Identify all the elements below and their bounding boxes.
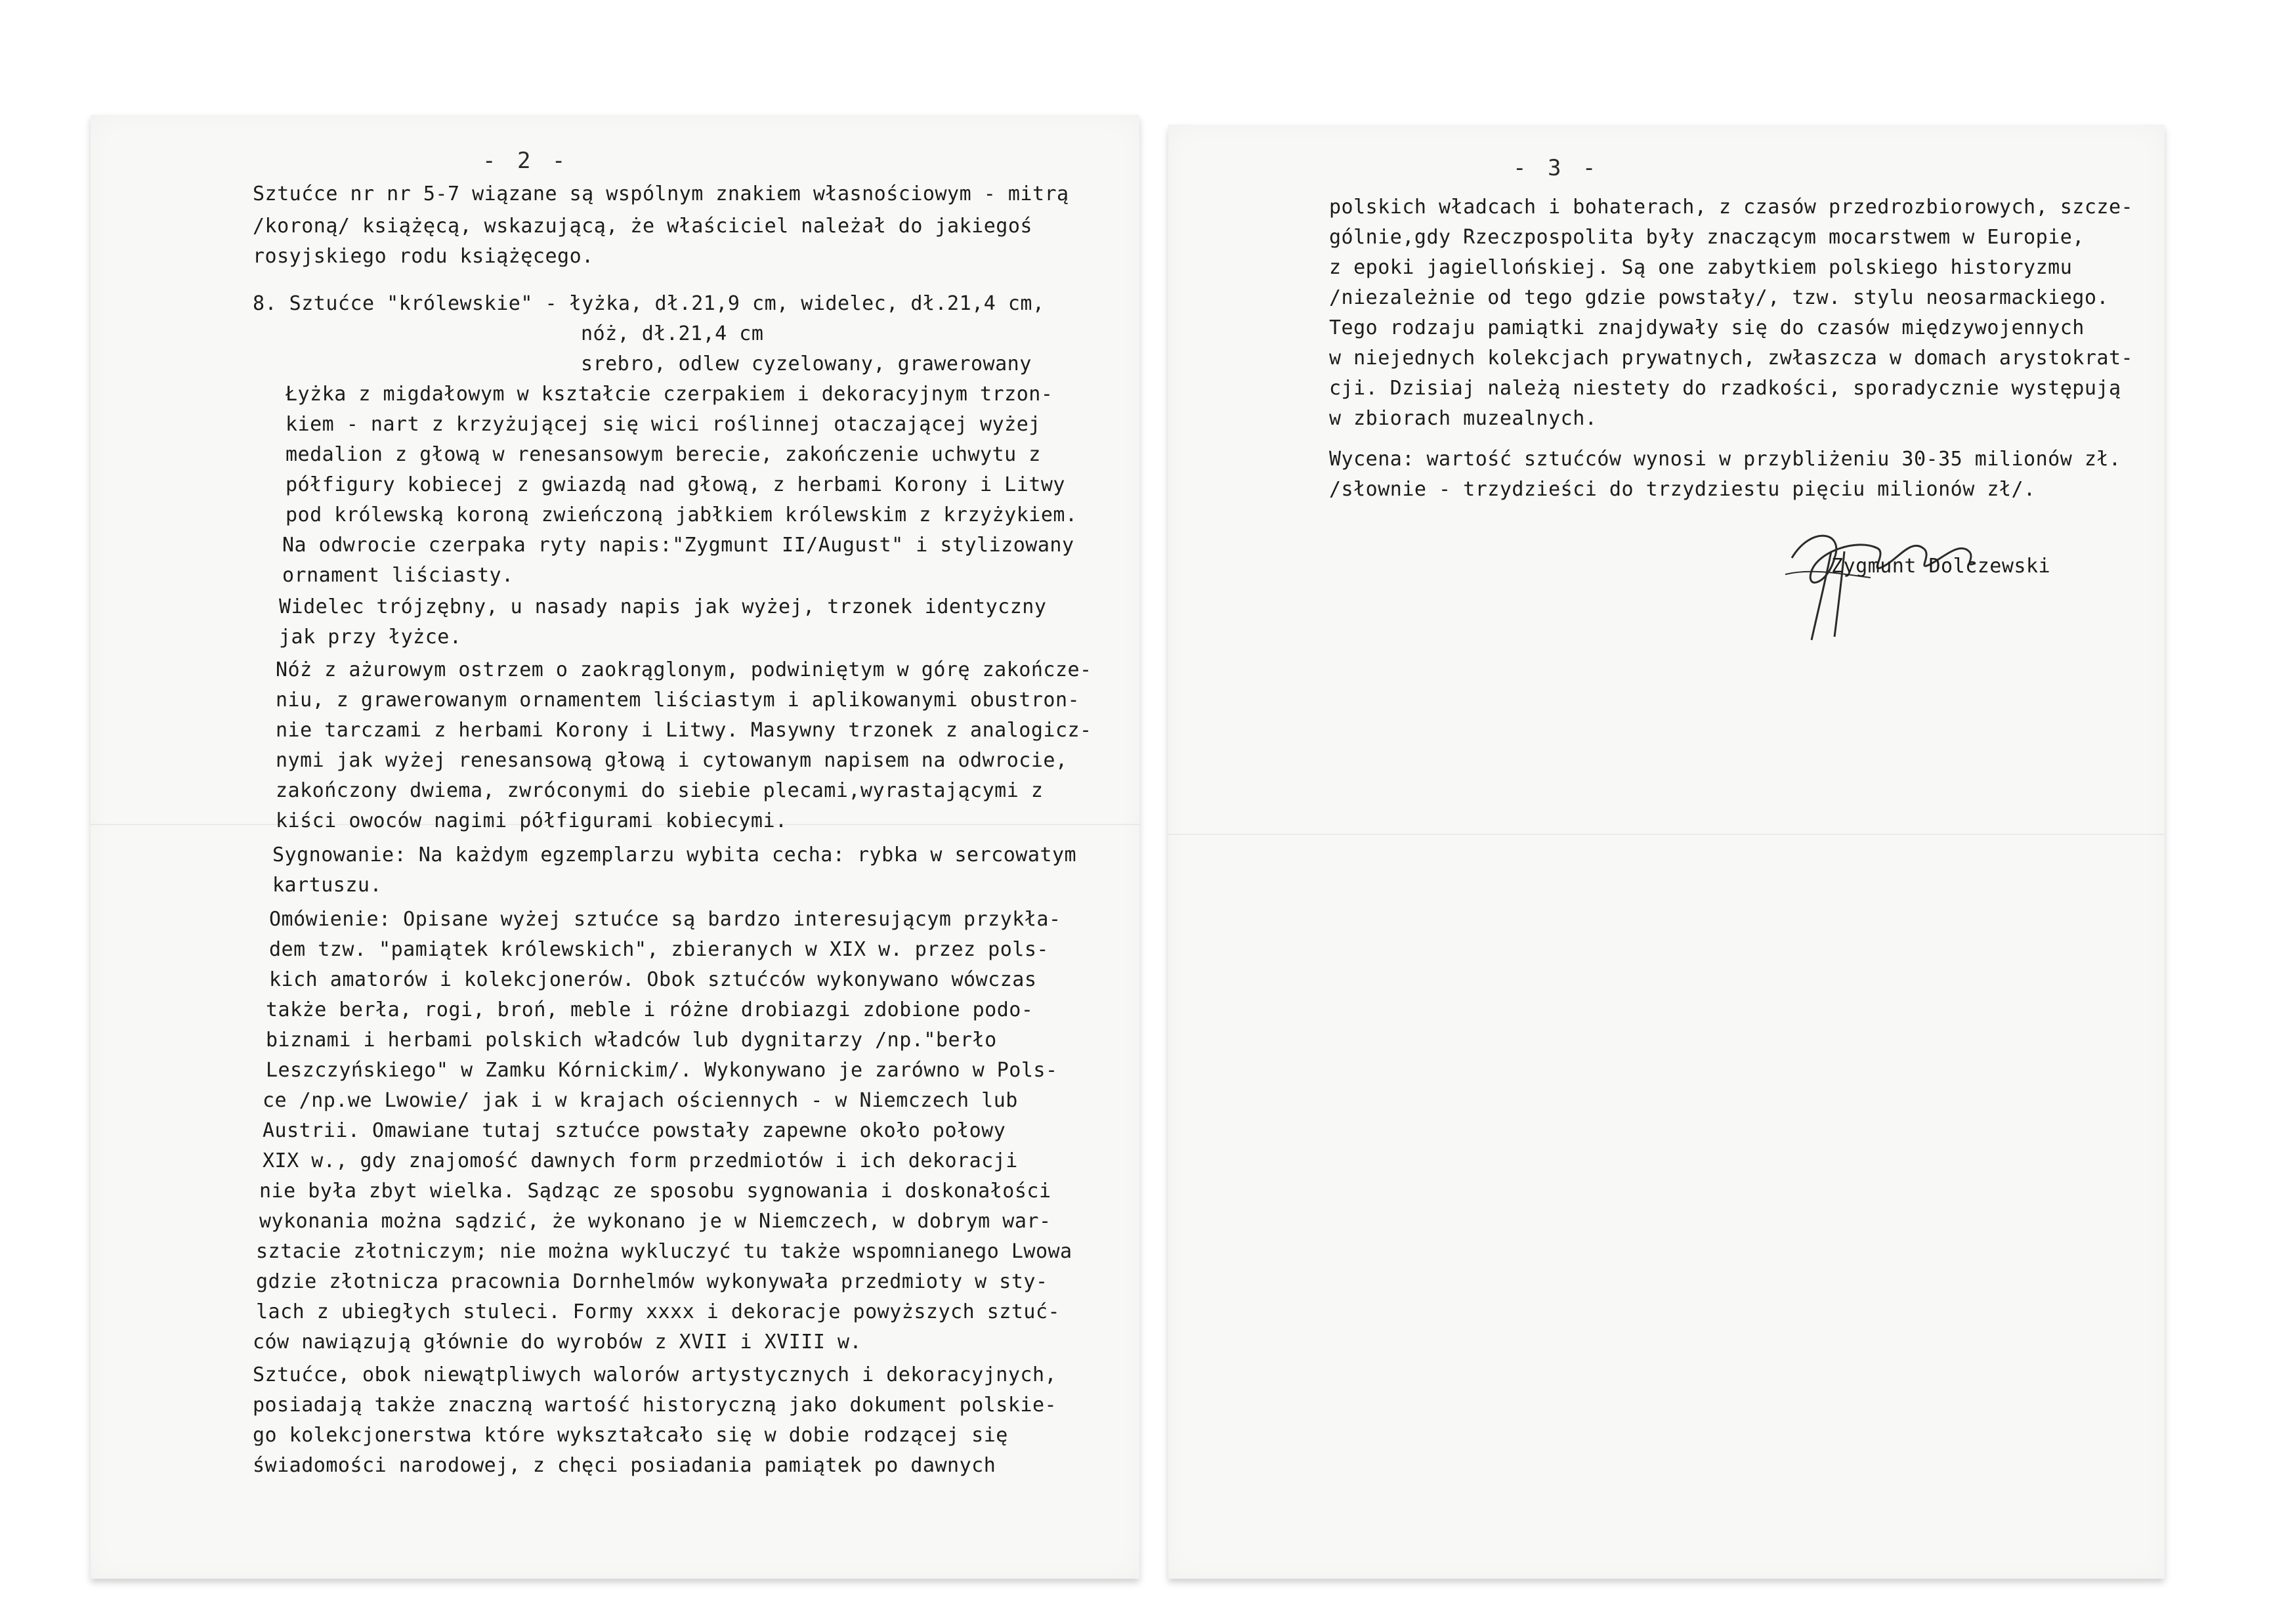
text-line: XIX w., gdy znajomość dawnych form przedmiotów i ich dekoracji xyxy=(263,1149,1018,1172)
text-line: w niejednych kolekcjach prywatnych, zwłaszcza w domach arystokrat- xyxy=(1329,347,2134,370)
text-line: /niezależnie od tego gdzie powstały/, tzw. stylu neosarmackiego. xyxy=(1329,286,2109,309)
text-line: kiści owoców nagimi półfigurami kobiecymi. xyxy=(276,809,788,832)
text-line: jak przy łyżce. xyxy=(279,626,462,649)
text-line: ców nawiązują głównie do wyrobów z XVII i XVIII w. xyxy=(253,1331,862,1354)
text-line: dem tzw. "pamiątek królewskich", zbieranych w XIX w. przez pols- xyxy=(269,938,1049,961)
text-line: 8. Sztućce "królewskie" - łyżka, dł.21,9 cm, widelec, dł.21,4 cm, xyxy=(253,292,1045,315)
text-line: /słownie - trzydzieści do trzydziestu pięciu milionów zł/. xyxy=(1329,478,2036,501)
signature-name: Zygmunt Dolczewski xyxy=(1831,555,2051,578)
text-line: zakończony dwiema, zwróconymi do siebie plecami,wyrastającymi z xyxy=(276,779,1044,802)
text-line: Austrii. Omawiane tutaj sztućce powstały zapewne około połowy xyxy=(263,1119,1006,1142)
text-line: srebro, odlew cyzelowany, grawerowany xyxy=(581,353,1032,375)
text-line: nymi jak wyżej renesansową głową i cytowanym napisem na odwrocie, xyxy=(276,749,1068,772)
text-line: kich amatorów i kolekcjonerów. Obok sztućców wykonywano wówczas xyxy=(269,968,1037,991)
text-line: Wycena: wartość sztućców wynosi w przybliżeniu 30-35 milionów zł. xyxy=(1329,448,2121,471)
text-line: ce /np.we Lwowie/ jak i w krajach ościennych - w Niemczech lub xyxy=(263,1089,1018,1112)
text-line: posiadają także znaczną wartość historyczną jako dokument polskie- xyxy=(253,1394,1057,1417)
text-line: świadomości narodowej, z chęci posiadania pamiątek po dawnych xyxy=(253,1454,996,1477)
text-line: niu, z grawerowanym ornamentem liściastym i aplikowanymi obustron- xyxy=(276,689,1080,712)
text-line: Na odwrocie czerpaka ryty napis:"Zygmunt II/August" i stylizowany xyxy=(282,534,1074,557)
text-line: cji. Dzisiaj należą niestety do rzadkości, sporadycznie występują xyxy=(1329,377,2121,400)
text-line: półfigury kobiecej z gwiazdą nad głową, z herbami Korony i Litwy xyxy=(286,473,1065,496)
text-line: kiem - nart z krzyżującej się wici roślinnej otaczającej wyżej xyxy=(286,413,1041,436)
text-line: nóż, dł.21,4 cm xyxy=(581,322,764,345)
text-line: medalion z głową w renesansowym berecie, zakończenie uchwytu z xyxy=(286,443,1041,466)
text-line: nie tarczami z herbami Korony i Litwy. Masywny trzonek z analogicz- xyxy=(276,719,1092,742)
text-line: /koroną/ książęcą, wskazującą, że właściciel należał do jakiegoś xyxy=(253,215,1032,238)
text-line: biznami i herbami polskich władców lub dygnitarzy /np."berło xyxy=(266,1029,997,1052)
page-number-left: - 2 - xyxy=(482,148,570,174)
text-line: polskich władcach i bohaterach, z czasów przedrozbiorowych, szcze- xyxy=(1329,196,2134,219)
paper-fold xyxy=(1168,834,2165,835)
text-line: go kolekcjonerstwa które wykształcało się w dobie rodzącej się xyxy=(253,1424,1008,1447)
text-line: sztacie złotniczym; nie można wykluczyć tu także wspomnianego Lwowa xyxy=(256,1240,1072,1263)
text-line: w zbiorach muzealnych. xyxy=(1329,407,1598,430)
text-line: Nóż z ażurowym ostrzem o zaokrąglonym, podwiniętym w górę zakończe- xyxy=(276,658,1092,681)
text-line: Sztućce nr nr 5-7 wiązane są wspólnym znakiem własnościowym - mitrą xyxy=(253,182,1069,205)
text-line: kartuszu. xyxy=(272,874,383,897)
text-line: rosyjskiego rodu książęcego. xyxy=(253,245,594,268)
text-line: nie była zbyt wielka. Sądząc ze sposobu sygnowania i doskonałości xyxy=(259,1180,1051,1203)
text-line: gdzie złotnicza pracownia Dornhelmów wykonywała przedmioty w sty- xyxy=(256,1270,1048,1293)
text-line: Widelec trójzębny, u nasady napis jak wyżej, trzonek identyczny xyxy=(279,595,1047,618)
text-line: także berła, rogi, broń, meble i różne drobiazgi zdobione podo- xyxy=(266,998,1034,1021)
text-line: Łyżka z migdałowym w kształcie czerpakiem i dekoracyjnym trzon- xyxy=(286,383,1053,406)
text-line: ornament liściasty. xyxy=(282,564,514,587)
text-line: Sygnowanie: Na każdym egzemplarzu wybita cecha: rybka w sercowatym xyxy=(272,844,1077,866)
text-line: pod królewską koroną zwieńczoną jabłkiem królewskim z krzyżykiem. xyxy=(286,503,1078,526)
text-line: gólnie,gdy Rzeczpospolita były znaczącym mocarstwem w Europie, xyxy=(1329,226,2085,249)
text-line: lach z ubiegłych stuleci. Formy xxxx i dekoracje powyższych sztuć- xyxy=(256,1300,1061,1323)
text-line: z epoki jagiellońskiej. Są one zabytkiem polskiego historyzmu xyxy=(1329,256,2073,279)
text-line: Tego rodzaju pamiątki znajdywały się do czasów międzywojennych xyxy=(1329,316,2085,339)
text-line: Omówienie: Opisane wyżej sztućce są bardzo interesującym przykła- xyxy=(269,908,1061,931)
text-line: wykonania można sądzić, że wykonano je w Niemczech, w dobrym war- xyxy=(259,1210,1051,1233)
text-line: Leszczyńskiego" w Zamku Kórnickim/. Wykonywano je zarówno w Pols- xyxy=(266,1059,1058,1082)
page-number-right: - 3 - xyxy=(1513,155,1600,181)
text-line: Sztućce, obok niewątpliwych walorów artystycznych i dekoracyjnych, xyxy=(253,1363,1057,1386)
